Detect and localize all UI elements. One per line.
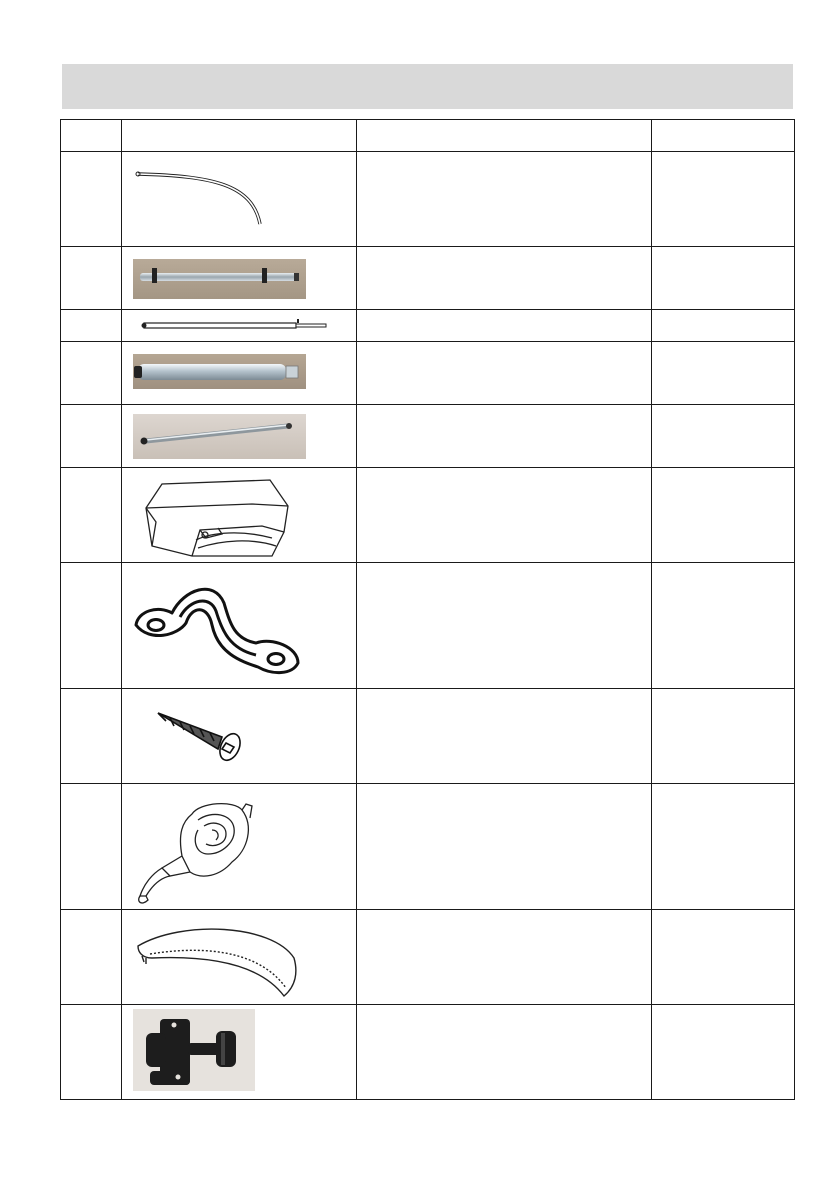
quantity-cell [652,563,795,689]
header-cell [122,120,357,152]
image-cell [122,247,357,310]
image-cell [122,468,357,563]
table-row [61,310,795,342]
number-cell [61,468,122,563]
number-cell [61,342,122,405]
quantity-cell [652,468,795,563]
number-cell [61,405,122,468]
image-cell [122,563,357,689]
quantity-cell [652,152,795,247]
quantity-cell [652,1005,795,1100]
quantity-cell [652,247,795,310]
number-cell [61,310,122,342]
table-row [61,468,795,563]
table-row [61,910,795,1005]
number-cell [61,1005,122,1100]
image-cell [122,342,357,405]
number-cell [61,152,122,247]
description-cell [357,247,652,310]
tie-down-strap-image [122,784,357,910]
image-cell [122,784,357,910]
header-banner [62,64,793,109]
description-cell [357,563,652,689]
description-cell [357,689,652,784]
thin-rod-image [122,310,357,342]
description-cell [357,910,652,1005]
image-cell [122,405,357,468]
header-cell [652,120,795,152]
number-cell [61,247,122,310]
number-cell [61,784,122,910]
description-cell [357,152,652,247]
parts-table [60,119,795,1100]
table-header-row [61,120,795,152]
quantity-cell [652,689,795,784]
slim-pole-image [122,405,357,468]
quantity-cell [652,405,795,468]
curved-cover-image [122,910,357,1005]
image-cell [122,1005,357,1100]
image-cell [122,689,357,784]
table-row [61,405,795,468]
description-cell [357,342,652,405]
table-row [61,689,795,784]
table-row [61,1005,795,1100]
thick-aluminium-pole-image [122,342,357,405]
image-cell [122,910,357,1005]
description-cell [357,1005,652,1100]
quantity-cell [652,310,795,342]
table-row [61,247,795,310]
description-cell [357,784,652,910]
pole-with-clips-image [122,247,357,310]
quantity-cell [652,784,795,910]
number-cell [61,689,122,784]
description-cell [357,405,652,468]
table-row [61,342,795,405]
quantity-cell [652,910,795,1005]
table-row [61,563,795,689]
header-cell [357,120,652,152]
image-cell [122,152,357,247]
folded-fabric-image [122,468,357,563]
table-row [61,152,795,247]
image-cell [122,310,357,342]
number-cell [61,910,122,1005]
header-cell [61,120,122,152]
table-row [61,784,795,910]
number-cell [61,563,122,689]
description-cell [357,468,652,563]
curved-pole-image [122,152,357,247]
description-cell [357,310,652,342]
mounting-bracket-image [122,563,357,689]
knob-clamp-image [122,1005,357,1100]
screw-image [122,689,357,784]
quantity-cell [652,342,795,405]
